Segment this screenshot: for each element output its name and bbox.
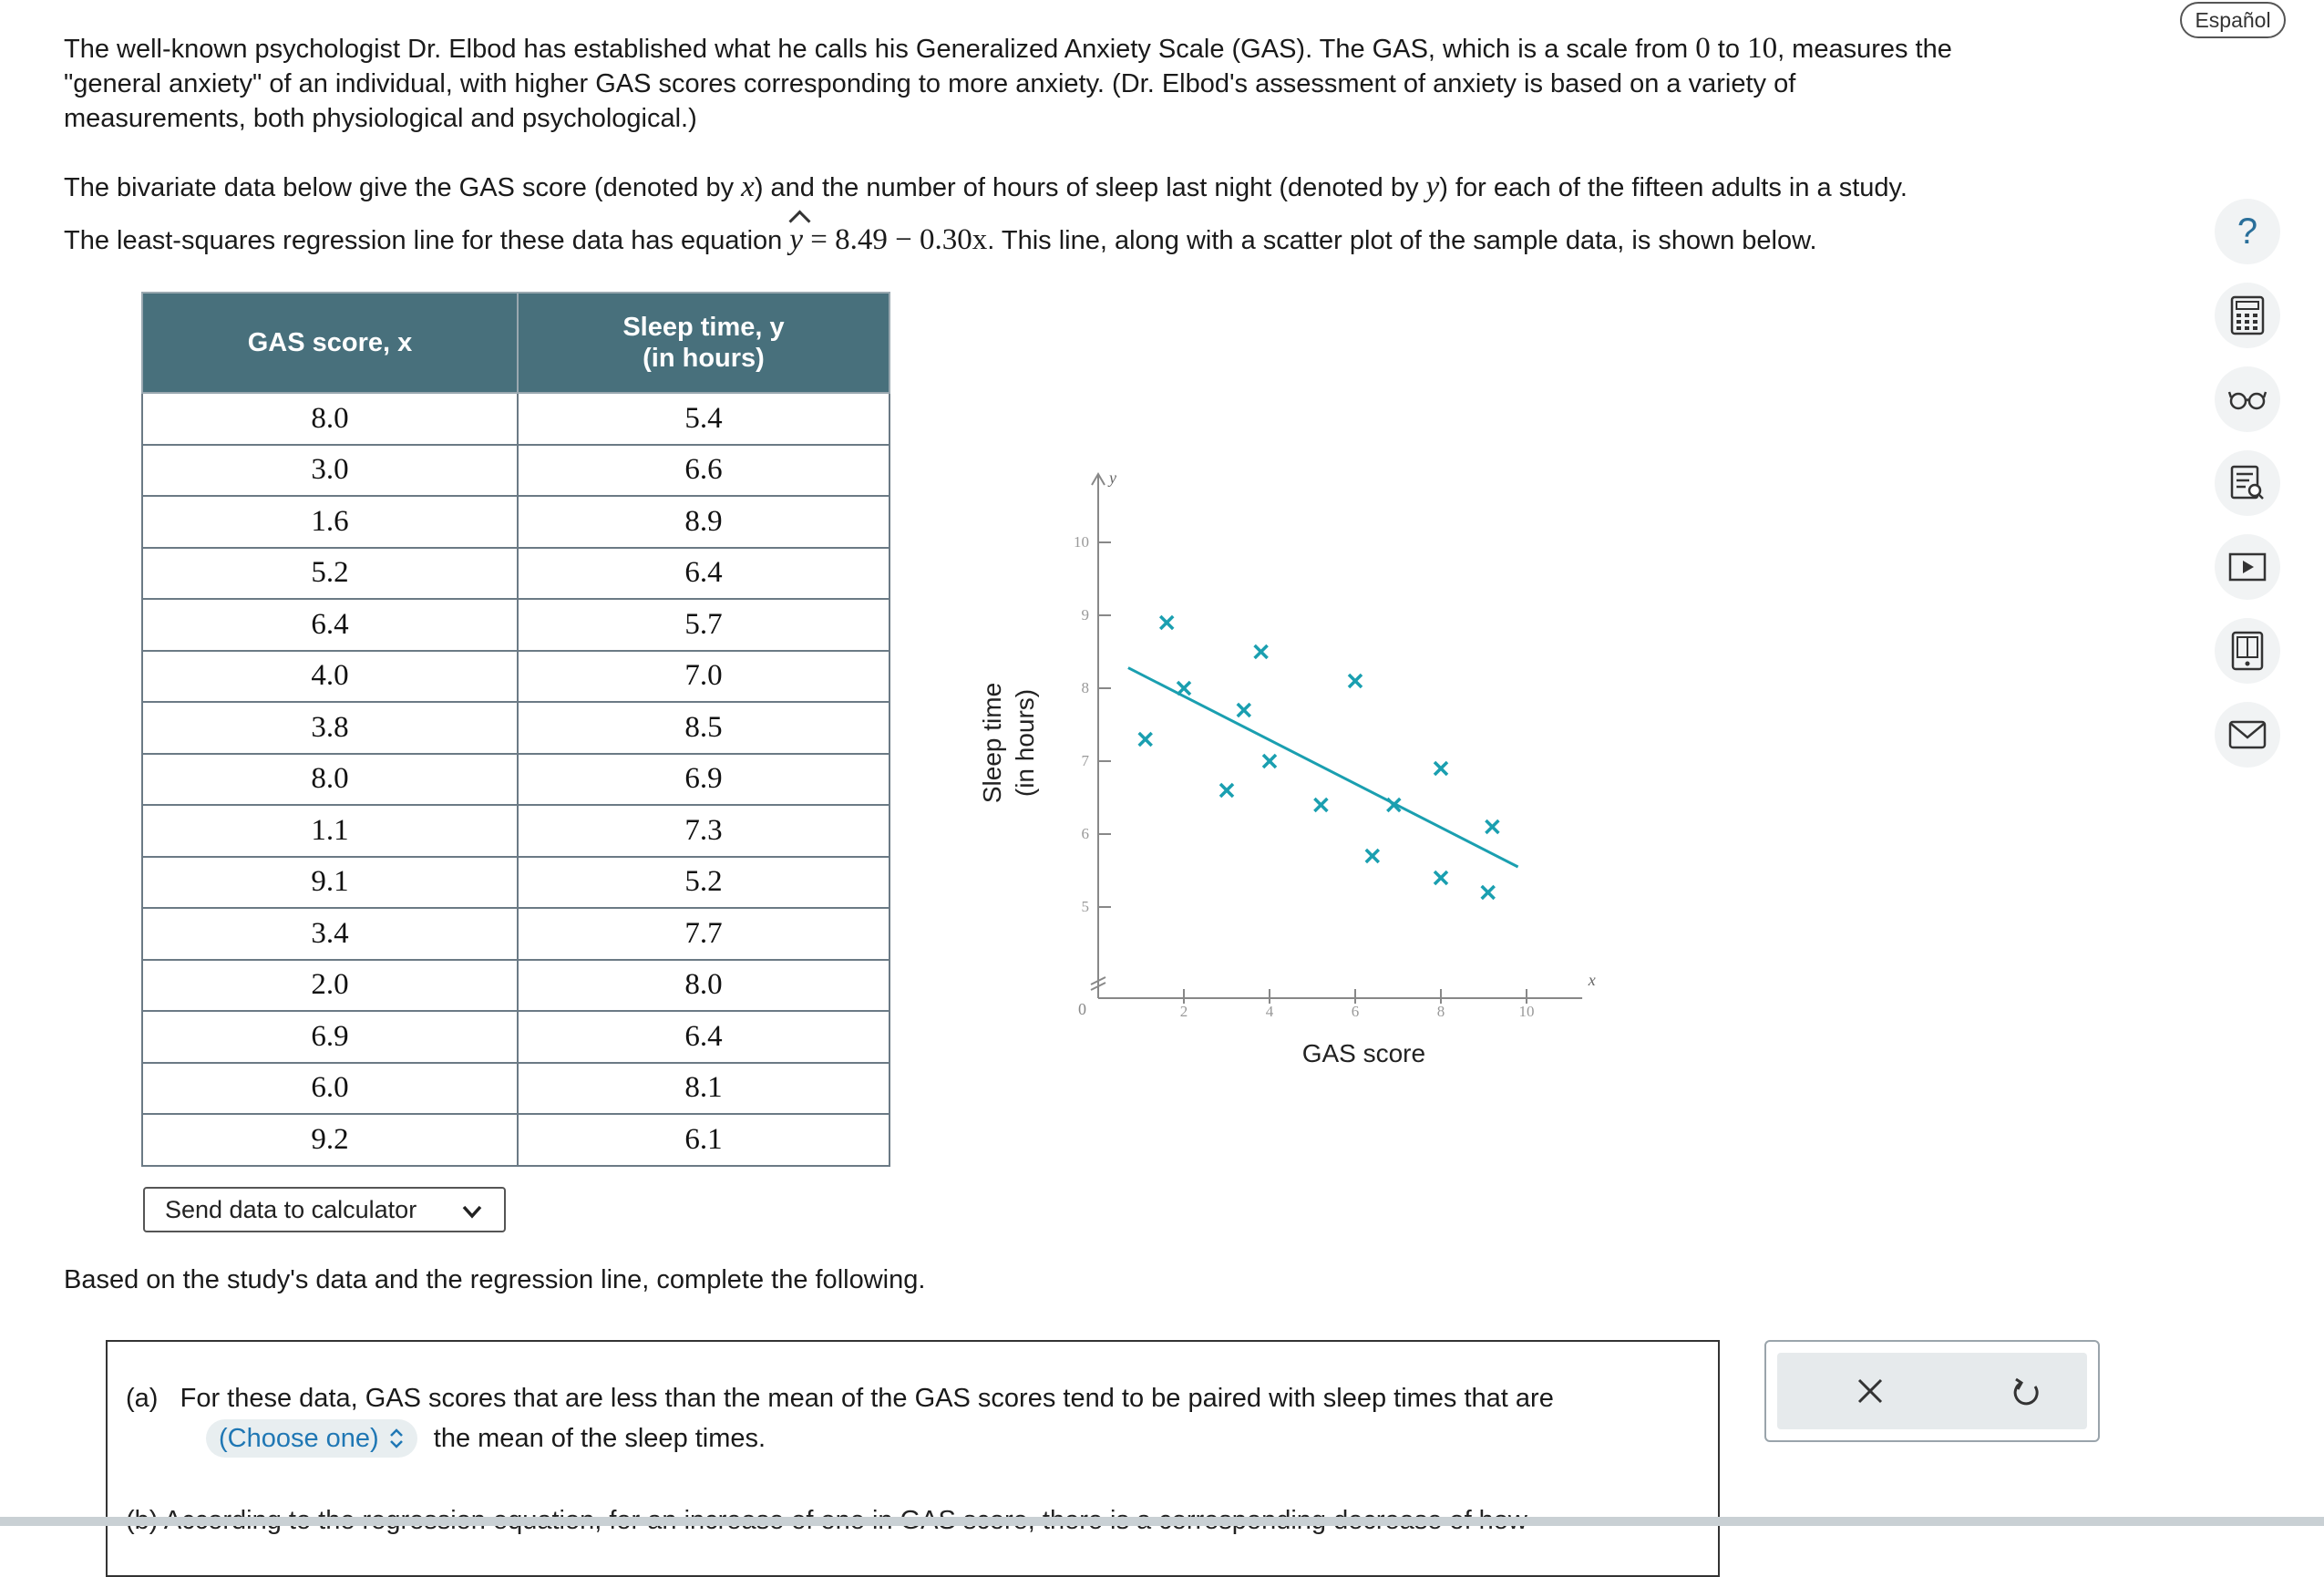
help-button[interactable] [2215, 199, 2280, 264]
scatter-point [1435, 762, 1447, 775]
part-a-label: (a) [126, 1384, 159, 1413]
sleep-time-cell: 8.5 [518, 702, 889, 754]
regression-text: . This line, along with a scatter plot of the sample data, is shown below. [987, 226, 1817, 255]
send-data-dropdown[interactable] [143, 1187, 506, 1232]
intro-text: , measures the [1777, 35, 1952, 64]
question-box [106, 1340, 1720, 1577]
intro-text: "general anxiety" of an individual, with higher GAS scores corresponding to more anxiety. (Dr. Elbod's assessment of anxiety is based on a variety of [64, 69, 1796, 98]
x-axis-label: GAS score [1301, 1039, 1426, 1067]
answer-actions-bar [1777, 1353, 2087, 1429]
x-tick-label: 6 [1351, 1003, 1360, 1020]
gas-score-cell: 2.0 [142, 960, 518, 1012]
x-tick-label: 8 [1436, 1003, 1445, 1020]
scatter-point [1435, 871, 1447, 884]
gas-score-cell: 3.8 [142, 702, 518, 754]
regression-description [64, 222, 2160, 258]
description-text: The bivariate data below give the GAS score (denoted by [64, 173, 742, 202]
part-a-text-after: the mean of the sleep times. [433, 1424, 766, 1453]
scatter-point [1486, 820, 1498, 833]
y-tick-label: 9 [1081, 606, 1089, 624]
answer-actions [1764, 1340, 2100, 1442]
header-gas-score: GAS score, x [142, 293, 518, 393]
close-icon [1856, 1376, 1885, 1406]
gas-score-cell: 5.2 [142, 548, 518, 600]
table-row [142, 548, 889, 600]
scatter-point [1314, 799, 1327, 811]
sleep-time-cell: 8.9 [518, 496, 889, 548]
regression-line [1128, 668, 1518, 867]
gas-score-cell: 4.0 [142, 651, 518, 703]
intro-text: to [1710, 35, 1748, 64]
table-row [142, 496, 889, 548]
table-row [142, 857, 889, 909]
y-tick-label: 6 [1081, 825, 1089, 842]
scatter-point [1160, 616, 1173, 629]
select-arrows-icon [388, 1428, 405, 1449]
table-row [142, 702, 889, 754]
scatter-plot [948, 447, 1659, 1085]
gas-score-cell: 3.4 [142, 908, 518, 960]
sleep-time-cell: 7.7 [518, 908, 889, 960]
sleep-time-cell: 5.4 [518, 393, 889, 445]
table-row [142, 1114, 889, 1166]
horizontal-scrollbar[interactable] [0, 1517, 2324, 1526]
table-row [142, 754, 889, 806]
instructions-text: Based on the study's data and the regression line, complete the following. [64, 1265, 926, 1294]
x-tick-label: 4 [1265, 1003, 1274, 1020]
envelope-icon [2228, 720, 2267, 749]
regression-text: The least-squares regression line for these data has equation [64, 226, 790, 255]
scatter-point [1366, 850, 1379, 862]
sleep-time-cell: 6.4 [518, 548, 889, 600]
gas-score-cell: 6.0 [142, 1063, 518, 1115]
gas-score-cell: 6.9 [142, 1011, 518, 1063]
x-tick-label: 10 [1518, 1003, 1535, 1020]
var-y: y [1425, 170, 1440, 203]
table-row [142, 960, 889, 1012]
textbook-button[interactable] [2215, 450, 2280, 516]
gas-score-cell: 8.0 [142, 393, 518, 445]
sleep-time-cell: 6.1 [518, 1114, 889, 1166]
language-toggle-button[interactable]: Español [2180, 2, 2286, 38]
y-axis-letter: y [1109, 469, 1116, 487]
scatter-point [1139, 733, 1152, 746]
message-button[interactable] [2215, 702, 2280, 768]
scatter-point [1177, 682, 1190, 695]
table-row [142, 1063, 889, 1115]
description-text: ) and the number of hours of sleep last night (denoted by [754, 173, 1426, 202]
gas-score-cell: 1.6 [142, 496, 518, 548]
undo-button[interactable] [2003, 1367, 2051, 1415]
sleep-time-cell: 5.2 [518, 857, 889, 909]
choose-one-select[interactable] [206, 1419, 417, 1458]
sleep-time-cell: 7.3 [518, 805, 889, 857]
y-axis-label: Sleep time [978, 682, 1006, 804]
y-axis-label-units: (in hours) [1011, 688, 1039, 798]
scale-max: 10 [1747, 32, 1778, 65]
scatter-point [1220, 784, 1233, 797]
var-x: x [741, 170, 755, 203]
undo-icon [2011, 1376, 2042, 1407]
sleep-time-cell: 7.0 [518, 651, 889, 703]
intro-text: The well-known psychologist Dr. Elbod has established what he calls his Generalized Anxiety Scale (GAS). The GAS, which is a scale from [64, 35, 1696, 64]
y-tick-label: 7 [1081, 752, 1089, 769]
play-video-icon [2228, 552, 2267, 582]
sleep-time-cell: 6.9 [518, 754, 889, 806]
table-row [142, 1011, 889, 1063]
question-icon: ? [2237, 211, 2258, 252]
ebook-icon [2229, 631, 2266, 671]
x-tick-label: 2 [1179, 1003, 1188, 1020]
clear-answer-button[interactable] [1846, 1367, 1894, 1415]
reader-button[interactable] [2215, 366, 2280, 432]
calculator-button[interactable] [2215, 283, 2280, 348]
textbook-search-icon [2229, 464, 2266, 502]
y-tick-label: 8 [1081, 679, 1089, 696]
chevron-down-icon [460, 1200, 484, 1223]
gas-score-cell: 1.1 [142, 805, 518, 857]
data-description [64, 170, 2160, 205]
send-data-label: Send data to calculator [165, 1195, 417, 1223]
sleep-time-cell: 8.1 [518, 1063, 889, 1115]
sleep-time-cell: 6.4 [518, 1011, 889, 1063]
y-tick-label: 10 [1074, 533, 1089, 551]
scatter-point [1263, 755, 1276, 768]
table-row [142, 393, 889, 445]
scatter-point [1238, 704, 1250, 716]
origin-label: 0 [1078, 1000, 1086, 1018]
gas-score-cell: 9.2 [142, 1114, 518, 1166]
part-a [126, 1378, 1693, 1458]
table-row [142, 445, 889, 497]
description-text: ) for each of the fifteen adults in a study. [1439, 173, 1908, 202]
calculator-icon [2229, 295, 2266, 335]
part-a-text: For these data, GAS scores that are less than the mean of the GAS scores tend to be paired with sleep times that are [180, 1384, 1554, 1413]
data-table [141, 292, 890, 1167]
sleep-time-cell: 6.6 [518, 445, 889, 497]
table-row [142, 805, 889, 857]
sleep-time-cell: 5.7 [518, 599, 889, 651]
video-button[interactable] [2215, 534, 2280, 600]
gas-score-cell: 3.0 [142, 445, 518, 497]
ebook-button[interactable] [2215, 618, 2280, 684]
scale-min: 0 [1695, 32, 1711, 65]
glasses-icon [2227, 388, 2267, 410]
table-row [142, 908, 889, 960]
intro-paragraph [64, 31, 2160, 136]
header-sleep-time: Sleep time, y (in hours) [518, 293, 889, 393]
scatter-point [1349, 675, 1362, 687]
gas-score-cell: 8.0 [142, 754, 518, 806]
table-row [142, 599, 889, 651]
intro-text: measurements, both physiological and psychological.) [64, 104, 697, 133]
gas-score-cell: 9.1 [142, 857, 518, 909]
x-axis-letter: x [1588, 971, 1596, 989]
scatter-point [1482, 886, 1495, 899]
y-tick-label: 5 [1081, 898, 1089, 915]
y-hat: y [789, 223, 804, 256]
regression-equation: = 8.49 − 0.30x [803, 223, 988, 256]
table-row [142, 651, 889, 703]
choose-one-label: (Choose one) [219, 1424, 379, 1453]
gas-score-cell: 6.4 [142, 599, 518, 651]
scatter-point [1255, 645, 1268, 658]
sleep-time-cell: 8.0 [518, 960, 889, 1012]
